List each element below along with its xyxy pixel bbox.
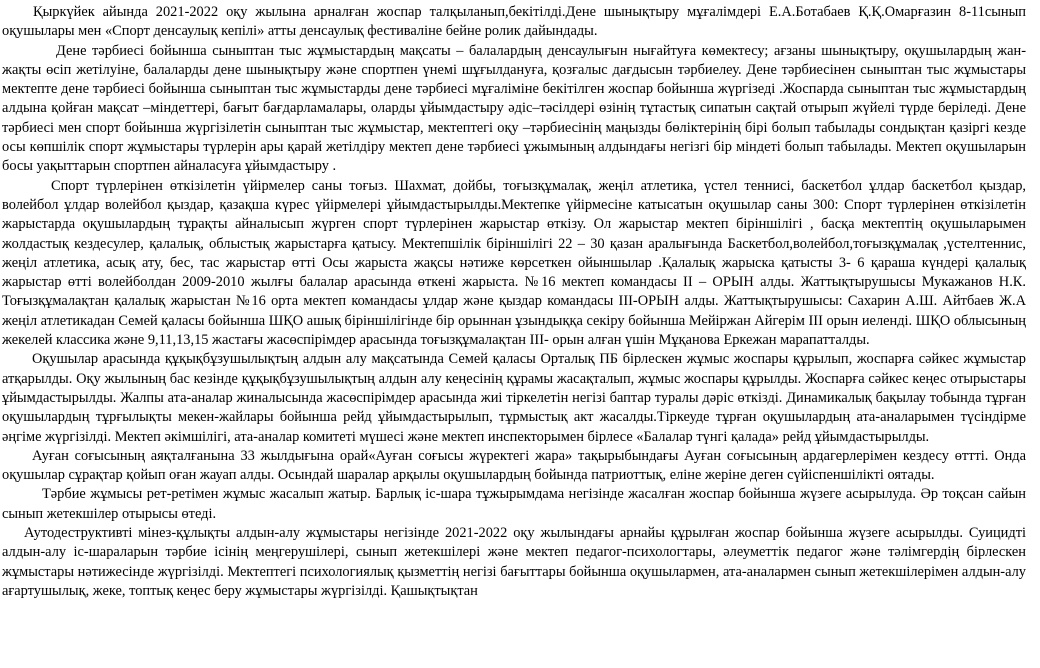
paragraph-educational-work: Тәрбие жұмысы рет-ретімен жұмыс жасалып жатыр. Барлық іс-шара тұжырымдама негізінде жасалған жоспар бойынша жүзеге асырылуда. Әр тоқсан сайын сынып жетекшілер отырысы өтеді.	[2, 486, 1026, 522]
document-page	[2, 3, 1026, 601]
paragraph-crime-prevention: Оқушылар арасында құқықбұзушылықтың алдын алу мақсатында Семей қаласы Орталық ПБ бірлескен жұмыс жоспары құрылып, жоспарға сәйкес жұмыстар атқарылды. Оқу жылының бас кезінде құқықбұзушылықтың алдын алу кеңесінің құрамы жасақталып, жұмыс жоспары құрылды. Жоспарға сәйкес кеңес отырыстары ұйымдастырылды. Жалпы ата-аналар жиналысында жасөспірімдер арасында жиі тіркелетін негізі баптар туралы дәріс өткізді. Динамикалық бақылау тобында тұрған оқушылардың тұрғылықты мекен-жайлары бойынша рейд ұйымдастырылып, тұрмыстық акт жасалды.Тіркеуде тұрған оқушылардың ата-аналарымен түсіндірме әңгіме жүргізілді. Мектеп әкімшілігі, ата-аналар комитеті мүшесі және мектеп инспекторымен бірлесе «Балалар түнгі қалада» рейд ұйымдастырылды.	[2, 351, 1026, 445]
paragraph-sport-clubs: Спорт түрлерінен өткізілетін үйірмелер саны тоғыз. Шахмат, дойбы, тоғызқұмалақ, жеңіл атлетика, үстел теннисі, баскетбол ұлдар баскетбол қыздар, волейбол ұлдар волейбол қыздар, қазақша күрес үйірмелері ұйымдастырылды.Мектепке үйірмесіне катысатын оқушылар саны 300: Спорт түрлерінен өткізілетін жарыстарда оқушылардың тұрақты айналысып жүрген спорт түрлерінен жарыстар өткізу. Ол жарыстар мектеп біріншілігі , басқа мектептің оқушыларымен жолдастық кездесулер, қалалық, облыстық жарыстарға қатысу. Мектепшілік біріншілігі 22 – 30 қазан аралығында Баскетбол,волейбол,тоғызқұмалақ ,үстелтеннис, жеңіл атлетика, асық ату, бес, тас жарыстар өтті Осы жарыста жақсы нәтиже көрсеткен ойыншылар .Қалалық жарыска қатысты 3- 6 қараша күндері қалалық жарыстар өтті волейболдан 2009-2010 жылғы балалар арасында өткені жарыста. №16 мектеп командасы ІІ – ОРЫН алды. Жаттықтырушысы Мукажанов Н.К. Тоғызқұмалақтан қалалық жарыстан №16 орта мектеп командасы ұлдар және қыздар командасы ІІІ-ОРЫН алды. Жаттықтырушысы: Сахарин А.Ш. Айтбаев Ж.А жеңіл атлетикадан Семей қаласы бойынша ШҚО ашық біріншілігінде бір орыннан ұзындыққа секіру бойынша Мейіржан Айгерім ІІІ орын иеленді. ШҚО облысының жекелей классика және 9,11,13,15 жастағы жасөспірімдер арасында тоғызқұмалақтан ІІІ- орын алған үшін Мұқанова Еркежан марапатталды.	[2, 177, 1026, 349]
paragraph-september-plan: Қыркүйек айында 2021-2022 оқу жылына арналған жоспар талқыланып,бекітілді.Дене шынықтыру мұғалімдері Е.А.Ботабаев Қ.Қ.Омарғазин 8-11сынып оқушылары мен «Спорт денсаулық кепілі» атты денсаулық фестиваліне бейне ролик дайындады.	[2, 4, 1026, 40]
paragraph-physical-education-goals: Дене тәрбиесі бойынша сыныптан тыс жұмыстардың мақсаты – балалардың денсаулығын нығайтуға көмектесу; ағзаны шынықтыру, оқушылардың жан-жақты өсіп жетілуіне, балаларды дене шынықтыру және спортпен үнемі шұғылдануға, қозғалыс дағдысын тәрбиелеу. Дене тәрбиесінен сыныптан тыс жұмыстары мектепте дене тәрбиесі бойынша сыныптан тыс жұмыстарды дене тәрбиесі мұғаліміне бекітілген жоспар бойынша жүргізеді .Жоспарда сыныптан тыс жұмыстардың алдына қойған мақсат –міндеттері, бағыт бағдарламалары, оларды ұйымдастыру әдіс–тәсілдері өзінің тұтастық сипатын сақтай отырып жүйелі түрде беріледі. Дене тәрбиесі мен спорт бойынша жүргізілетін сыныптан тыс жұмыстар, мектептегі оқу –тәрбиесінің маңызды бөліктерінің бірі болып табылады сондықтан қазіргі кезде осы көпшілік спорт жұмыстары түрлерін ары қарай жетілдіру мектеп дене тәрбиесі ұжымының алдындағы негізгі бір міндеті болып табылады. Мектеп оқушыларын босы уақыттарын спортпен айналасуға ұйымдастыру .	[2, 42, 1026, 175]
paragraph-afghan-war-meeting: Ауған соғысының аяқталғанына 33 жылдығына орай«Ауған соғысы жүректегі жара» тақырыбындағы Ауған соғысының ардагерлерімен кездесу өттті. Онда оқушылар сұрақтар қойып оған жауап алды. Осындай шаралар арқылы оқушылардың бойында патриоттық, еліне жеріне деген сүйіспеншілікті оятады.	[2, 447, 1026, 484]
paragraph-autodestructive-prevention: Аутодеструктивті мінез-құлықты алдын-алу жұмыстары негізінде 2021-2022 оқу жылындағы арнайы құрылған жоспар бойынша жүзеге асырылды. Суицидті алдын-алу іс-шараларын тәрбие ісінің меңгерушілері, сынып жетекшілері және мектеп педагог-психологтары, әлеуметтік педагог және тәлімгердің бірлескен жұмыстары нәтижесінде жүргізілді. Мектептегі психологиялық қызметтің негізі бағыттары бойынша оқушылармен, ата-аналармен сынып жетекшілерімен алдын-алу ағартушылық, жеке, топтық кеңес беру жұмыстары жүргізілді. Қашықтықтан	[2, 525, 1026, 599]
